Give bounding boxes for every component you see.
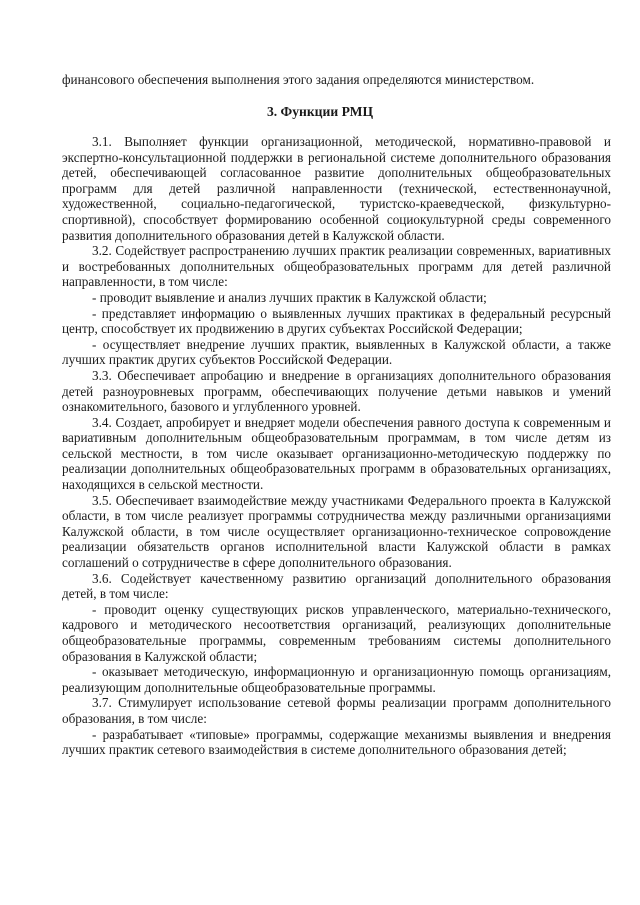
paragraph-3-5: 3.5. Обеспечивает взаимодействие между участниками Федерального проекта в Калужской области, в том числе реализует программы сотрудничества между различными организациями Калужской области, в том числе осуществляет организационно-техническое сопровождение реализации обязательств органов исполнительной власти Калужской области в рамках соглашений о сотрудничестве в сфере дополнительного образования. [62, 492, 611, 571]
paragraph-3-6: 3.6. Содействует качественному развитию организаций дополнительного образования детей, в том числе: [62, 570, 611, 602]
section-title: 3. Функции РМЦ [266, 104, 374, 119]
list-item: - разрабатывает «типовые» программы, содержащие механизмы выявления и внедрения лучших практик сетевого взаимодействия в системе дополнительного образования детей; [62, 726, 611, 758]
paragraph-3-2: 3.2. Содействует распространению лучших практик реализации современных, вариативных и востребованных дополнительных общеобразовательных программ для детей различной направленности, в том числе: [62, 243, 611, 290]
list-item: - проводит выявление и анализ лучших практик в Калужской области; [92, 289, 487, 305]
lead-line: финансового обеспечения выполнения этого задания определяются министерством. [62, 72, 535, 87]
paragraph-3-7: 3.7. Стимулирует использование сетевой формы реализации программ дополнительного образования, в том числе: [62, 695, 611, 726]
paragraph-3-3: 3.3. Обеспечивает апробацию и внедрение в организациях дополнительного образования детей разноуровневых программ, обеспечивающих получение детьми навыков и умений ознакомительного, базового и углубленного уровней. [62, 367, 611, 415]
section-body [62, 134, 611, 758]
list-item: - проводит оценку существующих рисков управленческого, материально-технического, кадрового и методического несоответствия организаций, реализующих дополнительные общеобразовательные программы, современным требованиям системы дополнительного образования в Калужской области; [62, 601, 611, 664]
list-item: - осуществляет внедрение лучших практик, выявленных в Калужской области, а также лучших практик других субъектов Российской Федерации. [62, 336, 611, 368]
paragraph-3-1: 3.1. Выполняет функции организационной, методической, нормативно-правовой и экспертно-консультационной поддержки в региональной системе дополнительного образования детей, обеспечивающей согласованное развитие дополнительных общеобразовательных программ для детей различной направленности (технической, естественнонаучной, художественной, социально-педагогической, туристско-краеведческой, физкультурно-спортивной), способствует формированию особенной социокультурной среды современного развития дополнительного образования детей в Калужской области. [62, 134, 611, 243]
list-item: - представляет информацию о выявленных лучших практиках в федеральный ресурсный центр, способствует их продвижению в других субъектах Российской Федерации; [62, 305, 611, 337]
paragraph-3-4: 3.4. Создает, апробирует и внедряет модели обеспечения равного доступа к современным и вариативным дополнительным общеобразовательным программам, в том числе детям из сельской местности, в том числе оказывает организационно-методическую поддержку по реализации дополнительных общеобразовательных программ в образовательных организациях, находящихся в сельской местности. [62, 414, 611, 493]
list-item: - оказывает методическую, информационную и организационную помощь организациям, реализующим дополнительные общеобразовательные программы. [62, 664, 611, 695]
